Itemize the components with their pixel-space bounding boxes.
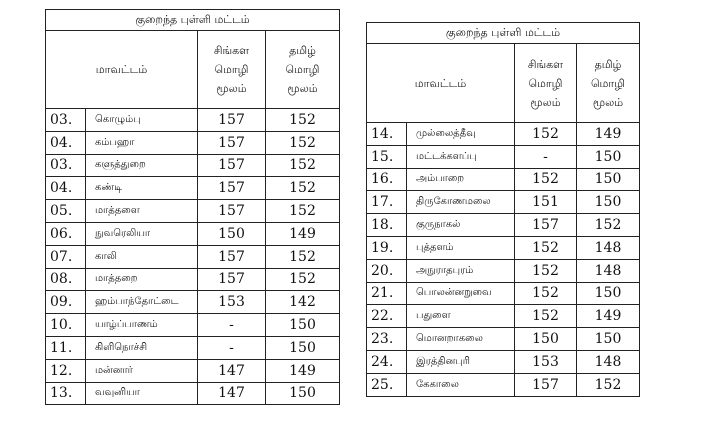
- sinhala-cutoff: 151: [515, 191, 577, 214]
- district-name: இரத்தினபுரி: [407, 350, 515, 373]
- row-number: 18.: [367, 214, 407, 237]
- tamil-cutoff: 150: [577, 328, 640, 351]
- tamil-cutoff: 148: [577, 350, 640, 373]
- district-name: கொழும்பு: [86, 109, 198, 132]
- table-row: [367, 282, 640, 305]
- row-number: 13.: [46, 382, 86, 405]
- table-row: [46, 200, 340, 223]
- district-header: மாவட்டம்: [46, 31, 198, 109]
- sinhala-cutoff: 157: [198, 177, 266, 200]
- table-row: [46, 154, 340, 177]
- sinhala-cutoff: 153: [515, 350, 577, 373]
- district-name: காலி: [86, 245, 198, 268]
- table-row: [46, 314, 340, 337]
- table-row: [367, 168, 640, 191]
- row-number: 23.: [367, 328, 407, 351]
- table-row: [46, 245, 340, 268]
- row-number: 24.: [367, 350, 407, 373]
- tamil-cutoff: 150: [577, 191, 640, 214]
- district-name: களுத்துறை: [86, 154, 198, 177]
- tamil-cutoff: 148: [577, 259, 640, 282]
- row-number: 25.: [367, 373, 407, 396]
- sinhala-cutoff: 150: [198, 222, 266, 245]
- district-name: புத்தளம்: [407, 236, 515, 259]
- sinhala-cutoff: 157: [198, 109, 266, 132]
- tamil-cutoff: 152: [266, 268, 340, 291]
- sinhala-cutoff: 157: [515, 214, 577, 237]
- district-header: மாவட்டம்: [367, 44, 515, 123]
- table-row: [367, 373, 640, 396]
- row-number: 05.: [46, 200, 86, 223]
- sinhala-cutoff: 150: [515, 328, 577, 351]
- table-body: [46, 109, 340, 405]
- sinhala-cutoff: 157: [198, 131, 266, 154]
- table-row: [367, 328, 640, 351]
- table-row: [367, 236, 640, 259]
- row-number: 10.: [46, 314, 86, 337]
- district-name: அநுராதபுரம்: [407, 259, 515, 282]
- table-row: [46, 109, 340, 132]
- table-row: [46, 336, 340, 359]
- sinhala-cutoff: 152: [515, 168, 577, 191]
- district-name: கிளிநொச்சி: [86, 336, 198, 359]
- table-row: [367, 145, 640, 168]
- tamil-cutoff: 152: [266, 154, 340, 177]
- tamil-medium-header: தமிழ் மொழி மூலம்: [266, 31, 340, 109]
- sinhala-medium-header: சிங்கள மொழி மூலம்: [515, 44, 577, 123]
- sinhala-cutoff: -: [198, 314, 266, 337]
- row-number: 17.: [367, 191, 407, 214]
- sinhala-cutoff: 157: [198, 200, 266, 223]
- tamil-cutoff: 150: [577, 145, 640, 168]
- sinhala-cutoff: 152: [515, 236, 577, 259]
- row-number: 21.: [367, 282, 407, 305]
- tamil-cutoff: 148: [577, 236, 640, 259]
- table-row: [46, 268, 340, 291]
- tamil-cutoff: 152: [266, 245, 340, 268]
- sinhala-medium-header: சிங்கள மொழி மூலம்: [198, 31, 266, 109]
- table-row: [46, 359, 340, 382]
- district-name: பதுளை: [407, 305, 515, 328]
- table-row: [367, 259, 640, 282]
- sinhala-cutoff: 157: [198, 245, 266, 268]
- district-name: மாத்தளை: [86, 200, 198, 223]
- district-name: குருநாகல்: [407, 214, 515, 237]
- tamil-cutoff: 142: [266, 291, 340, 314]
- district-name: யாழ்ப்பாணம்: [86, 314, 198, 337]
- row-number: 08.: [46, 268, 86, 291]
- tamil-cutoff: 150: [266, 314, 340, 337]
- sinhala-cutoff: 152: [515, 259, 577, 282]
- district-name: மொனறாகலை: [407, 328, 515, 351]
- row-number: 04.: [46, 131, 86, 154]
- tamil-cutoff: 152: [266, 131, 340, 154]
- district-name: வவுனியா: [86, 382, 198, 405]
- tamil-cutoff: 149: [266, 222, 340, 245]
- district-name: நுவரெலியா: [86, 222, 198, 245]
- sinhala-cutoff: 147: [198, 382, 266, 405]
- sinhala-cutoff: 157: [198, 268, 266, 291]
- tamil-medium-header: தமிழ் மொழி மூலம்: [577, 44, 640, 123]
- row-number: 16.: [367, 168, 407, 191]
- row-number: 06.: [46, 222, 86, 245]
- tamil-cutoff: 149: [577, 305, 640, 328]
- district-name: அம்பாறை: [407, 168, 515, 191]
- sinhala-cutoff: 152: [515, 123, 577, 146]
- district-name: கம்பஹா: [86, 131, 198, 154]
- table-row: [367, 305, 640, 328]
- row-number: 19.: [367, 236, 407, 259]
- district-name: மாத்தறை: [86, 268, 198, 291]
- table-row: [46, 291, 340, 314]
- row-number: 09.: [46, 291, 86, 314]
- sinhala-cutoff: 157: [515, 373, 577, 396]
- district-name: கண்டி: [86, 177, 198, 200]
- row-number: 03.: [46, 109, 86, 132]
- tamil-cutoff: 150: [266, 336, 340, 359]
- row-number: 20.: [367, 259, 407, 282]
- row-number: 15.: [367, 145, 407, 168]
- tamil-cutoff: 149: [577, 123, 640, 146]
- row-number: 04.: [46, 177, 86, 200]
- sinhala-cutoff: 157: [198, 154, 266, 177]
- row-number: 11.: [46, 336, 86, 359]
- table-row: [46, 131, 340, 154]
- row-number: 03.: [46, 154, 86, 177]
- cutoff-table-right: [366, 22, 640, 397]
- table-row: [46, 177, 340, 200]
- table-title: குறைந்த புள்ளி மட்டம்: [367, 23, 640, 44]
- tamil-cutoff: 152: [266, 109, 340, 132]
- district-name: கேகாலை: [407, 373, 515, 396]
- table-row: [46, 382, 340, 405]
- table-row: [46, 222, 340, 245]
- table-row: [367, 350, 640, 373]
- tamil-cutoff: 152: [266, 200, 340, 223]
- tamil-cutoff: 152: [577, 214, 640, 237]
- cutoff-table-left: [45, 9, 340, 405]
- sinhala-cutoff: 152: [515, 305, 577, 328]
- row-number: 07.: [46, 245, 86, 268]
- table-row: [367, 123, 640, 146]
- tamil-cutoff: 150: [266, 382, 340, 405]
- district-name: மட்டக்களப்பு: [407, 145, 515, 168]
- table-row: [367, 191, 640, 214]
- table-title: குறைந்த புள்ளி மட்டம்: [46, 10, 340, 31]
- row-number: 22.: [367, 305, 407, 328]
- sinhala-cutoff: 152: [515, 282, 577, 305]
- district-name: முல்லைத்தீவு: [407, 123, 515, 146]
- sinhala-cutoff: 153: [198, 291, 266, 314]
- table-body: [367, 123, 640, 397]
- district-name: திருகோணமலை: [407, 191, 515, 214]
- row-number: 12.: [46, 359, 86, 382]
- sinhala-cutoff: 147: [198, 359, 266, 382]
- tamil-cutoff: 152: [577, 373, 640, 396]
- tamil-cutoff: 152: [266, 177, 340, 200]
- tamil-cutoff: 150: [577, 168, 640, 191]
- sinhala-cutoff: -: [198, 336, 266, 359]
- district-name: பொலன்னறுவை: [407, 282, 515, 305]
- district-name: மன்னார்: [86, 359, 198, 382]
- tamil-cutoff: 150: [577, 282, 640, 305]
- table-row: [367, 214, 640, 237]
- sinhala-cutoff: -: [515, 145, 577, 168]
- row-number: 14.: [367, 123, 407, 146]
- district-name: ஹம்பாந்தோட்டை: [86, 291, 198, 314]
- tamil-cutoff: 149: [266, 359, 340, 382]
